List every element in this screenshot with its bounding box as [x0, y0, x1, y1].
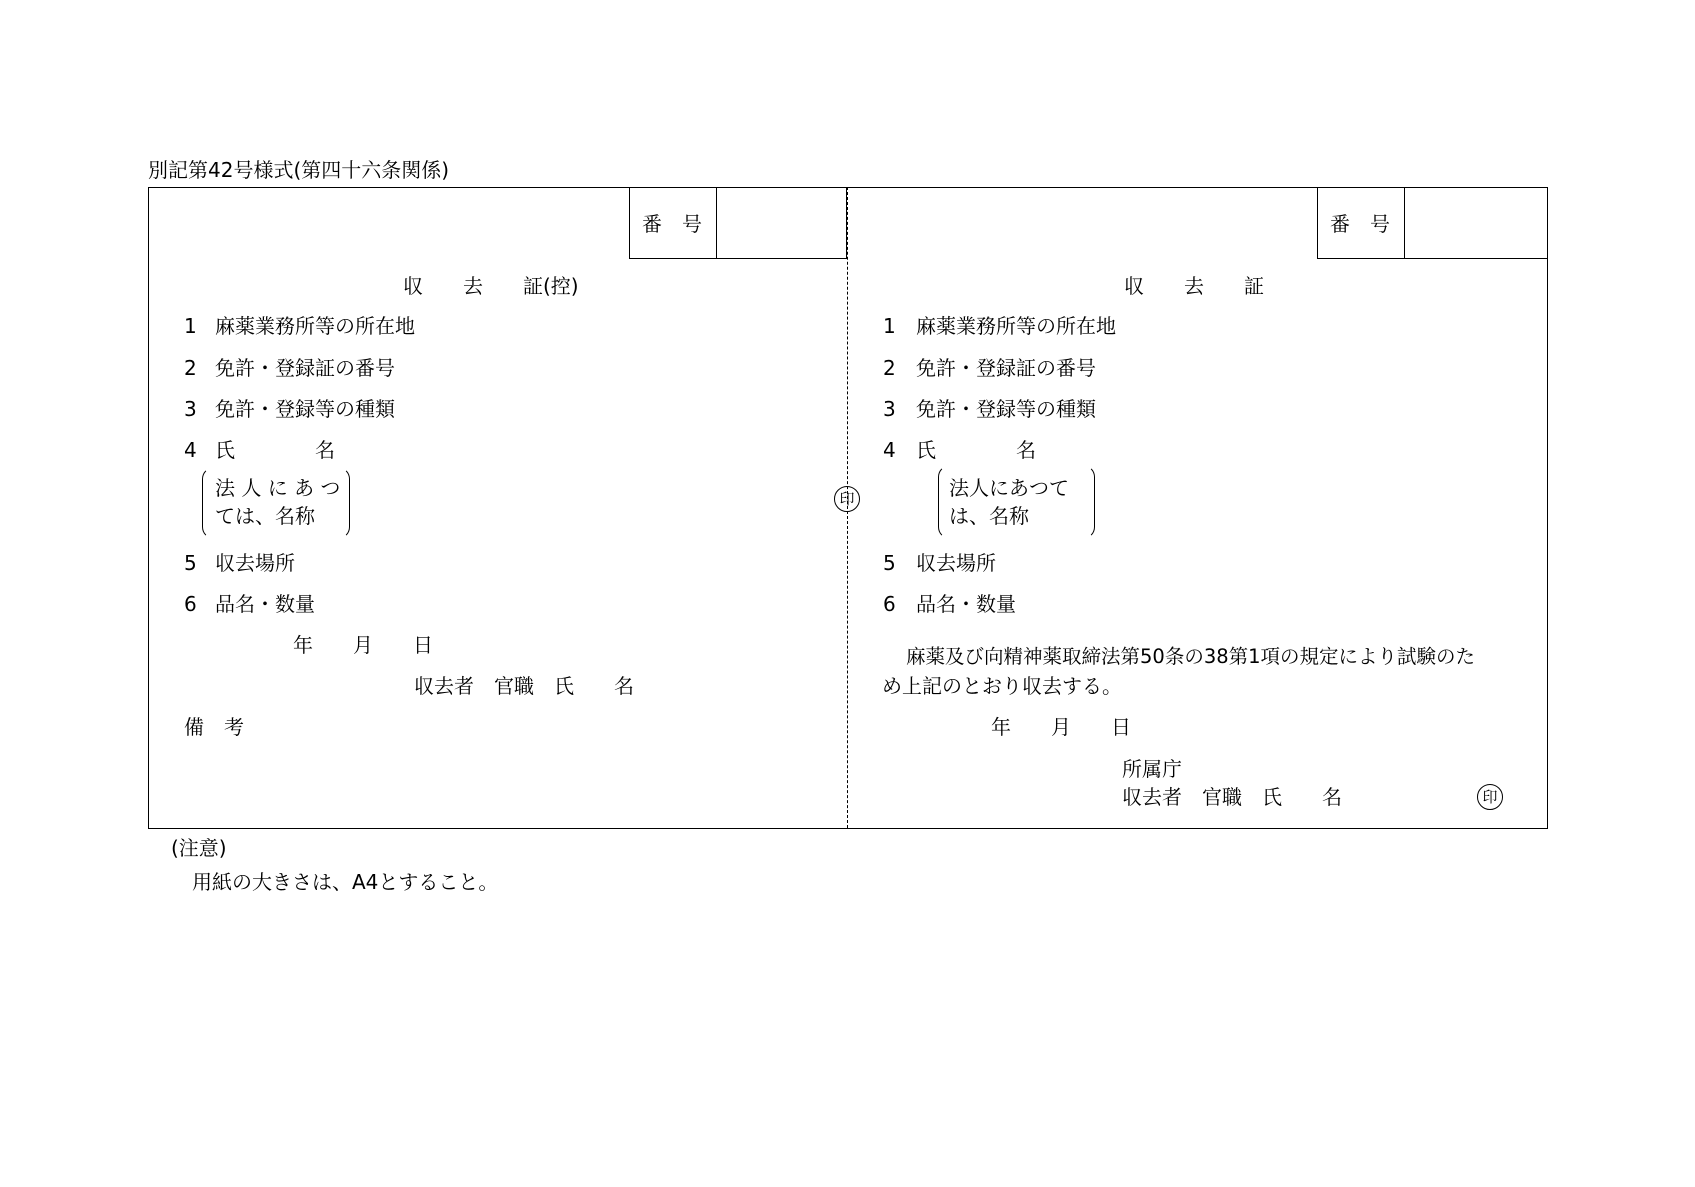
corp-note: 法人にあつて — [949, 476, 1069, 500]
item-label: 麻薬業務所等の所在地 — [215, 314, 415, 338]
item-label: 免許・登録等の種類 — [916, 397, 1096, 421]
form-title: 別記第42号様式(第四十六条関係) — [148, 158, 450, 182]
stub-date: 年 月 日 — [293, 633, 433, 657]
notes-text: 用紙の大きさは、A4とすること。 — [192, 870, 499, 894]
item-num: 3 — [184, 397, 197, 421]
seal-icon: 印 — [834, 486, 860, 512]
item-num: 1 — [883, 314, 896, 338]
statement: め上記のとおり収去する。 — [882, 674, 1122, 698]
item-num: 2 — [883, 356, 896, 380]
item-num: 6 — [883, 592, 896, 616]
item-label: 免許・登録証の番号 — [215, 356, 395, 380]
item-num: 4 — [883, 438, 896, 462]
item-num: 3 — [883, 397, 896, 421]
corp-note: は、名称 — [949, 504, 1029, 528]
item-num: 6 — [184, 592, 197, 616]
stub-heading: 収 去 証(控) — [403, 274, 579, 298]
divider — [1404, 187, 1405, 258]
item-num: 2 — [184, 356, 197, 380]
item-num: 4 — [184, 438, 197, 462]
cert-heading: 収 去 証 — [1124, 274, 1264, 298]
stub-number-label: 番 号 — [642, 212, 702, 236]
item-num: 1 — [184, 314, 197, 338]
item-label: 氏 名 — [916, 438, 1036, 462]
seal-icon: 印 — [1477, 784, 1503, 810]
item-label: 免許・登録等の種類 — [215, 397, 395, 421]
item-label: 収去場所 — [215, 551, 295, 575]
item-label: 免許・登録証の番号 — [916, 356, 1096, 380]
item-label: 氏 名 — [215, 438, 335, 462]
corp-note: ては、名称 — [215, 504, 315, 528]
item-label: 品名・数量 — [916, 592, 1016, 616]
item-label: 麻薬業務所等の所在地 — [916, 314, 1116, 338]
cert-date: 年 月 日 — [991, 715, 1131, 739]
corp-note: 法 人 に あ つ — [215, 476, 341, 500]
item-num: 5 — [883, 551, 896, 575]
statement: 麻薬及び向精神薬取締法第50条の38第1項の規定により試験のた — [906, 645, 1476, 668]
stub-remarks: 備 考 — [184, 715, 244, 739]
notes-heading: (注意) — [171, 836, 227, 860]
item-label: 品名・数量 — [215, 592, 315, 616]
item-num: 5 — [184, 551, 197, 575]
cert-agency: 所属庁 — [1122, 757, 1182, 781]
cert-collector: 収去者 官職 氏 名 — [1122, 785, 1342, 809]
divider — [716, 187, 717, 258]
item-label: 収去場所 — [916, 551, 996, 575]
stub-collector: 収去者 官職 氏 名 — [414, 674, 634, 698]
cert-number-label: 番 号 — [1330, 212, 1390, 236]
